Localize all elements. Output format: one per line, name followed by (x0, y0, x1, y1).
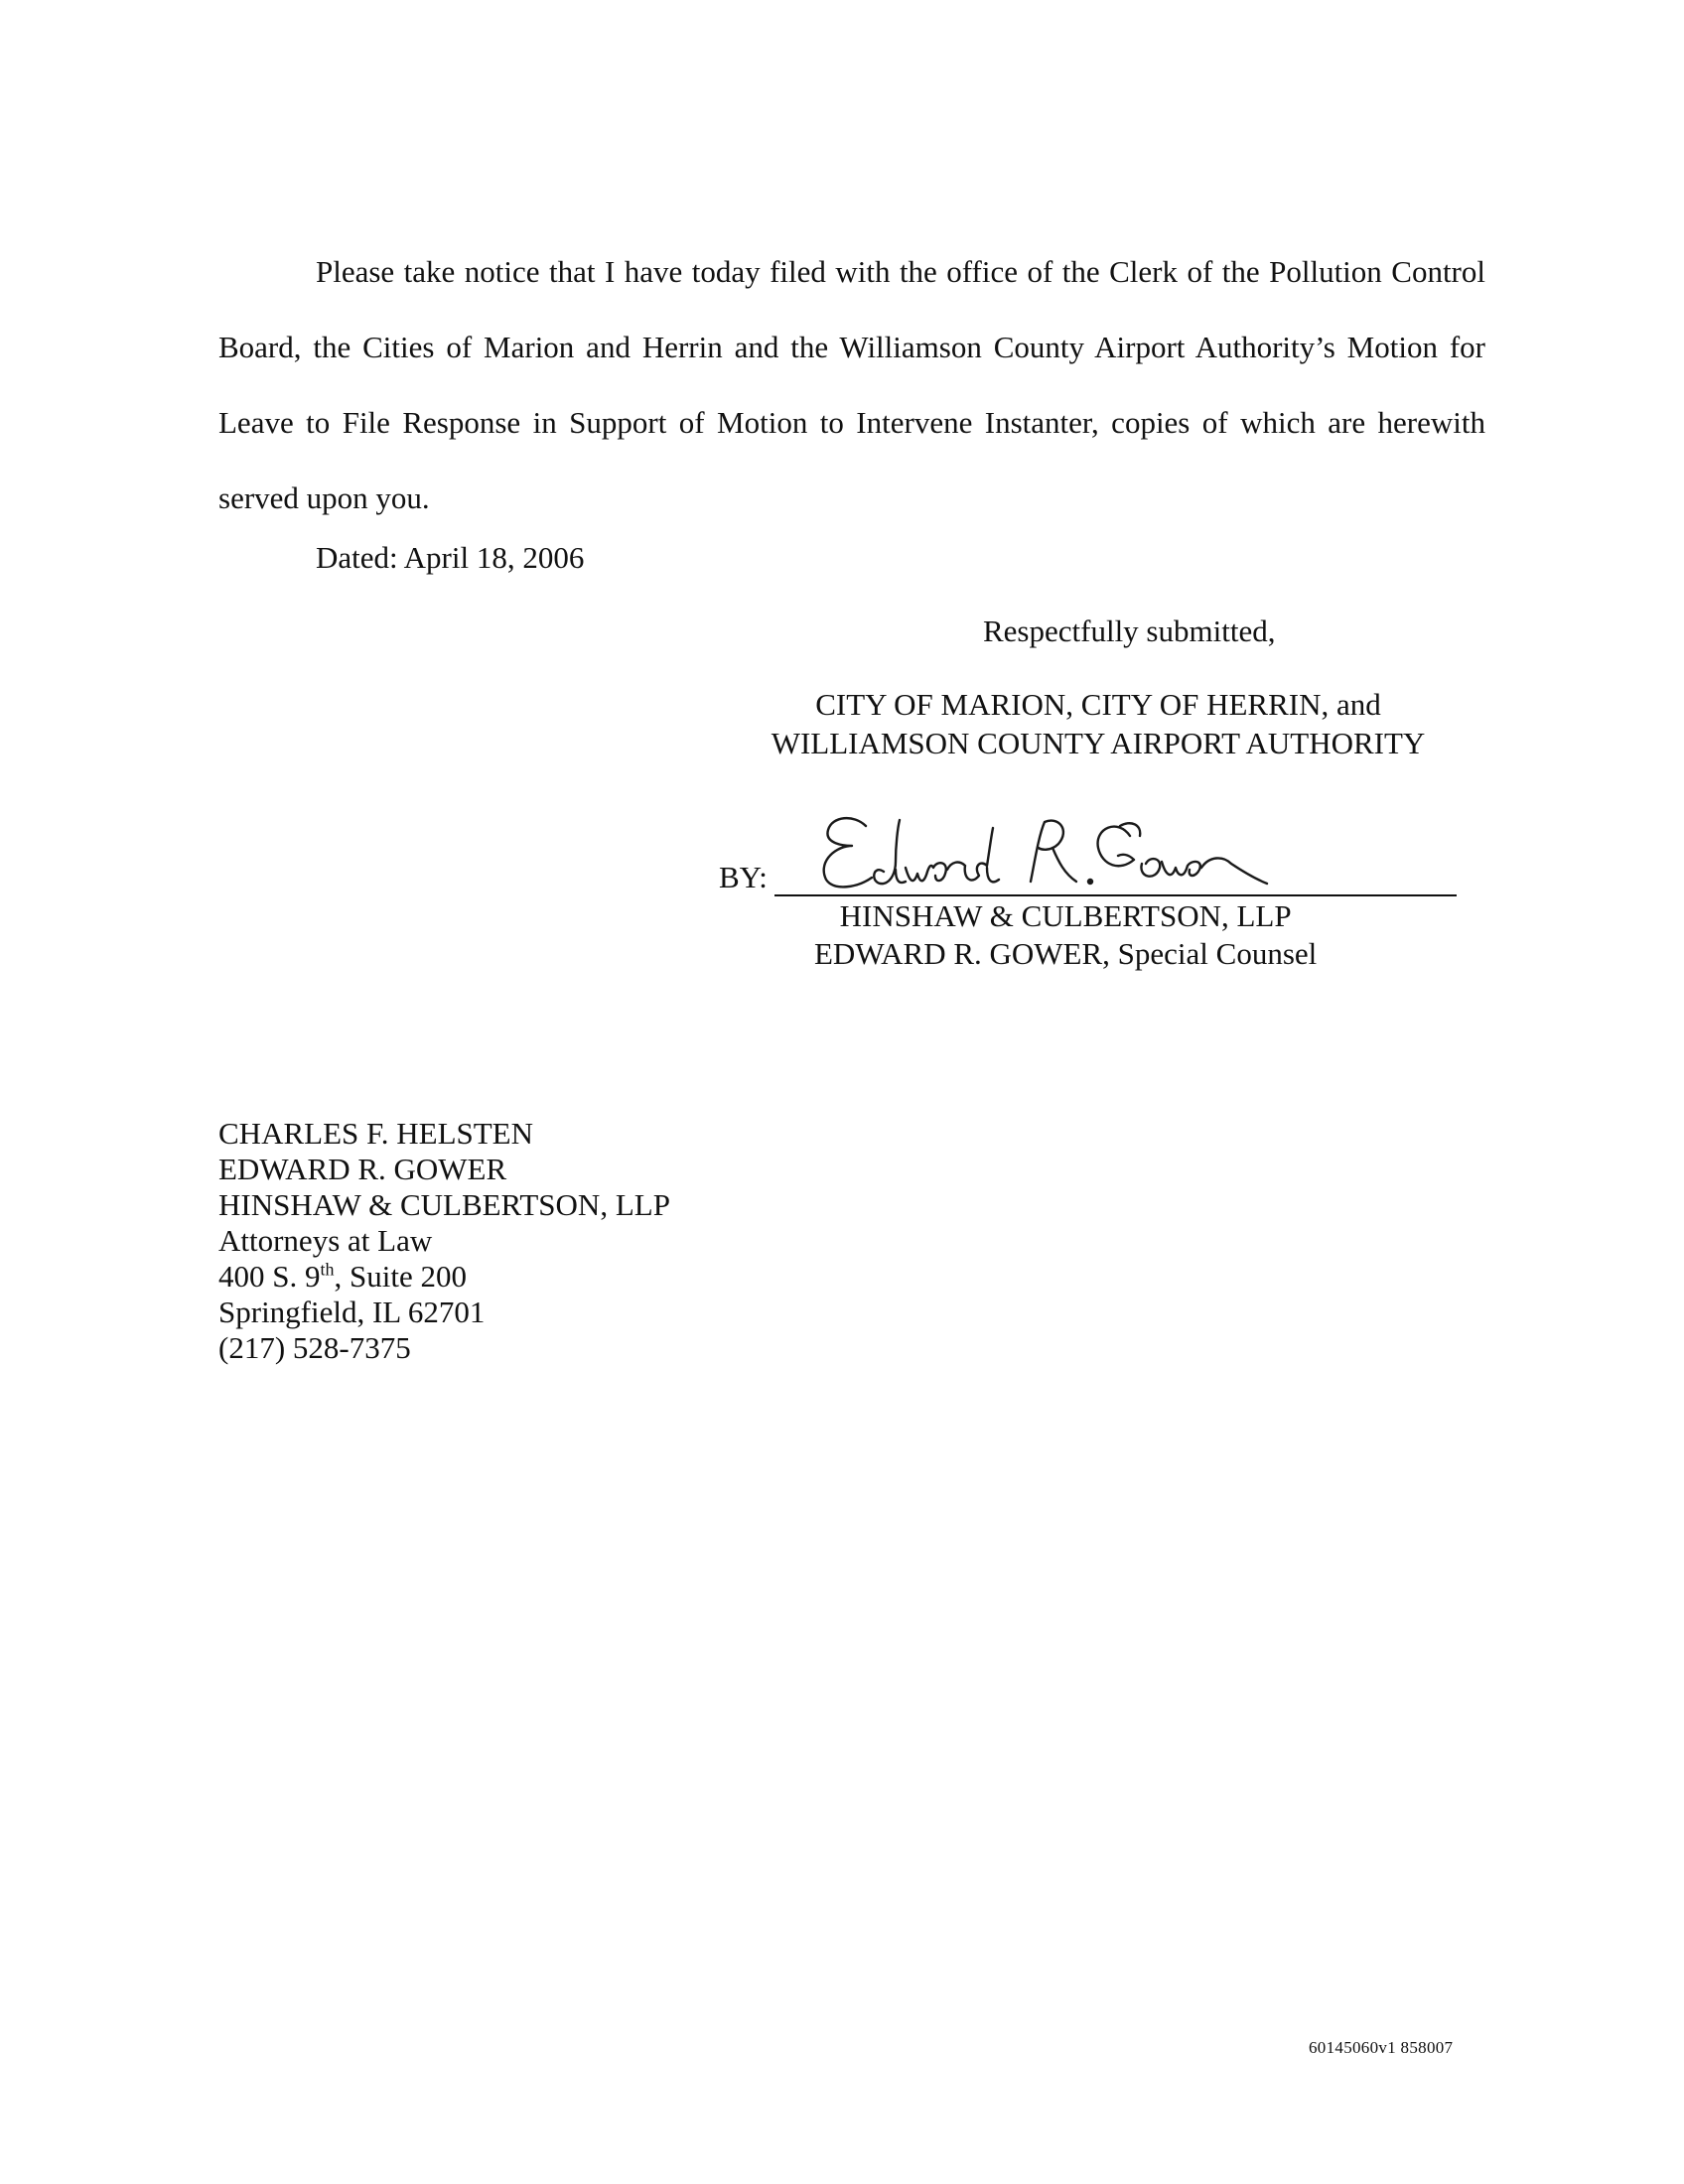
signer-block (814, 897, 1317, 973)
notice-paragraph: Please take notice that I have today filed with the office of the Clerk of the Pollution Control Board, the Cities of Marion and Herrin and the Williamson County Airport Authority’s Motion for Leave to File Response in Support of Motion to Intervene Instanter, copies of which are herewith served upon you. (218, 254, 1485, 515)
document-number: 60145060v1 858007 (1309, 2038, 1454, 2057)
by-label: BY: (719, 860, 768, 894)
handwritten-signature (814, 806, 1271, 897)
date-line: Dated: April 18, 2006 (316, 540, 585, 575)
address-phone: (217) 528-7375 (218, 1330, 411, 1365)
signer-firm: HINSHAW & CULBERTSON, LLP (839, 898, 1292, 933)
street-rest: , Suite 200 (334, 1259, 467, 1294)
signature-line (774, 894, 1457, 896)
address-line-2: EDWARD R. GOWER (218, 1152, 507, 1186)
party-names (741, 685, 1456, 762)
respectfully-submitted: Respectfully submitted, (983, 614, 1276, 648)
address-line-3: HINSHAW & CULBERTSON, LLP (218, 1187, 670, 1222)
signer-title: EDWARD R. GOWER, Special Counsel (814, 936, 1318, 971)
street-suffix: th (320, 1259, 335, 1280)
address-street (218, 1259, 670, 1295)
street-number: 400 S. 9 (218, 1259, 321, 1294)
party-line-1: CITY OF MARION, CITY OF HERRIN, and (815, 687, 1381, 722)
address-city: Springfield, IL 62701 (218, 1295, 486, 1329)
address-line-4: Attorneys at Law (218, 1223, 433, 1258)
attorney-address-block (218, 1116, 670, 1366)
party-line-2: WILLIAMSON COUNTY AIRPORT AUTHORITY (771, 726, 1426, 760)
address-line-1: CHARLES F. HELSTEN (218, 1116, 534, 1151)
